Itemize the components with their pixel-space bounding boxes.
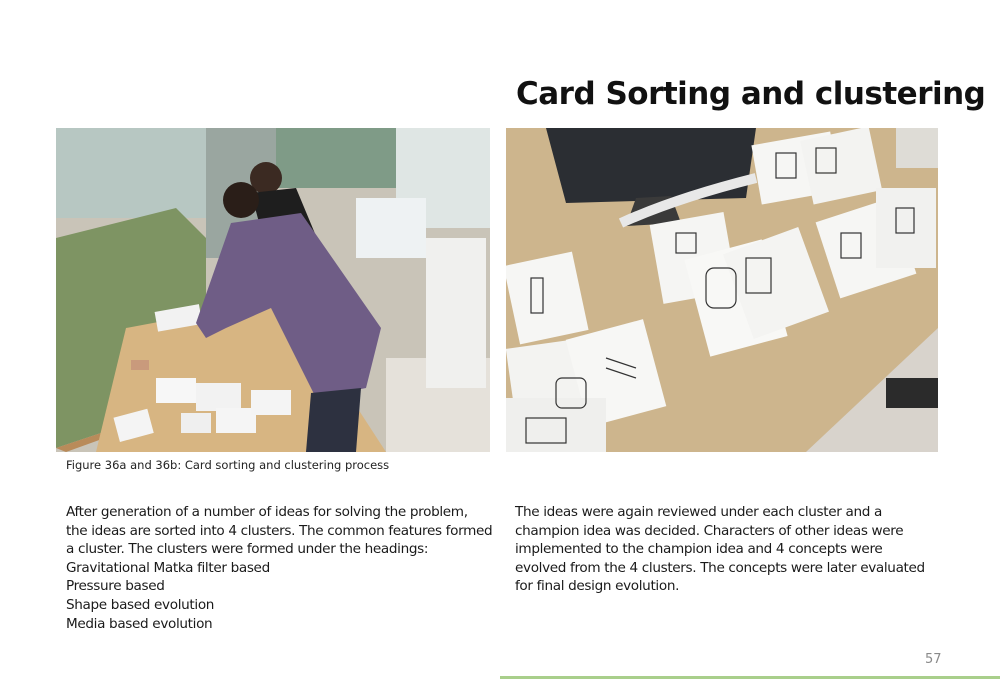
cluster-heading-3: Shape based evolution [66, 596, 215, 613]
text-line: After generation of a number of ideas for solving the problem, [66, 504, 468, 520]
page-title: Card Sorting and clustering [516, 76, 986, 112]
text-line: The ideas were again reviewed under each cluster and a [515, 504, 882, 520]
text-line: champion idea was decided. Characters of other ideas were [515, 522, 904, 539]
page-number: 57 [925, 652, 942, 667]
body-text-left [66, 503, 493, 633]
text-line: for final design evolution. [515, 578, 680, 595]
photo-card-sorting [56, 128, 490, 452]
footer-divider [500, 676, 1000, 679]
photo-clustered-sketches [506, 128, 938, 452]
text-line: the ideas are sorted into 4 clusters. The common features formed [66, 522, 493, 539]
text-line: implemented to the champion idea and 4 concepts were [515, 541, 883, 558]
figure-caption: Figure 36a and 36b: Card sorting and clustering process [66, 458, 390, 472]
text-line: evolved from the 4 clusters. The concepts were later evaluated [515, 559, 925, 576]
body-text-right [515, 503, 935, 596]
cluster-heading-2: Pressure based [66, 578, 165, 595]
cluster-heading-4: Media based evolution [66, 615, 213, 632]
text-line: a cluster. The clusters were formed under the headings: [66, 541, 429, 558]
cluster-heading-1: Gravitational Matka filter based [66, 559, 270, 576]
